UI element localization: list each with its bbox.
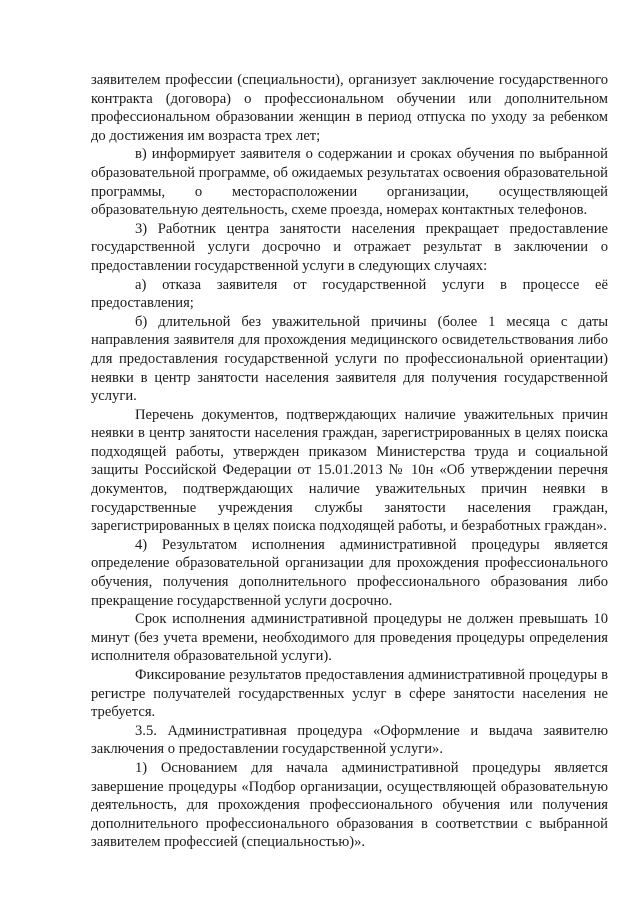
paragraph-8: Срок исполнения административной процедуры не должен превышать 10 минут (без учета времени, необходимого для проведения процедуры определения исполнителя образовательной услуги). — [91, 611, 608, 665]
paragraph-3: 3) Работник центра занятости населения прекращает предоставление государственной услуги досрочно и отражает результат в заключении о предоставлении государственной услуги в следующих случаях: — [91, 220, 608, 274]
paragraph-5: б) длительной без уважительной причины (более 1 месяца с даты направления заявителя для прохождения медицинского освидетельствования либо для предоставления государственной услуги по профессиональной ориентации) неявки в центр занятости населения заявителя для получения государственной услуги. — [91, 313, 608, 405]
paragraph-2: в) информирует заявителя о содержании и сроках обучения по выбранной образовательной программе, об ожидаемых результатах освоения образовательной программы, о месторасположении организации, осуществляющей образовательную деятельность, схеме проезда, номерах контактных телефонов. — [91, 146, 608, 219]
paragraph-4: а) отказа заявителя от государственной услуги в процессе её предоставления; — [91, 276, 608, 312]
paragraph-7: 4) Результатом исполнения административной процедуры является определение образовательной организации для прохождения профессионального обучения, получения дополнительного профессионального образования либо прекращение государственной услуги досрочно. — [91, 536, 608, 609]
paragraph-1: заявителем профессии (специальности), организует заключение государственного контракта (договора) о профессиональном обучении или дополнительном профессиональном образовании женщин в период отпуска по уходу за ребенком до достижения им возраста трех лет; — [91, 72, 608, 144]
paragraph-11: 1) Основанием для начала административной процедуры является завершение процедуры «Подбор организации, осуществляющей образовательную деятельность, для прохождения профессионального обучения или получения дополнительного профессионального образования в соответствии с выбранной заявителем профессией (специальностью)». — [91, 759, 608, 851]
paragraph-6: Перечень документов, подтверждающих наличие уважительных причин неявки в центр занятости населения граждан, зарегистрированных в целях поиска подходящей работы, утвержден приказом Министерства труда и социальной защиты Российской Федерации от 15.01.2013 № 10н «Об утверждении перечня документов, подтверждающих наличие уважительных причин неявки в государственные учреждения службы занятости населения граждан, зарегистрированных в целях поиска подходящей работы, и безработных граждан». — [91, 406, 608, 535]
document-body — [91, 71, 608, 852]
paragraph-10: 3.5. Административная процедура «Оформление и выдача заявителю заключения о предоставлении государственной услуги». — [91, 722, 608, 758]
paragraph-9: Фиксирование результатов предоставления административной процедуры в регистре получателей государственных услуг в сфере занятости населения не требуется. — [91, 667, 608, 721]
